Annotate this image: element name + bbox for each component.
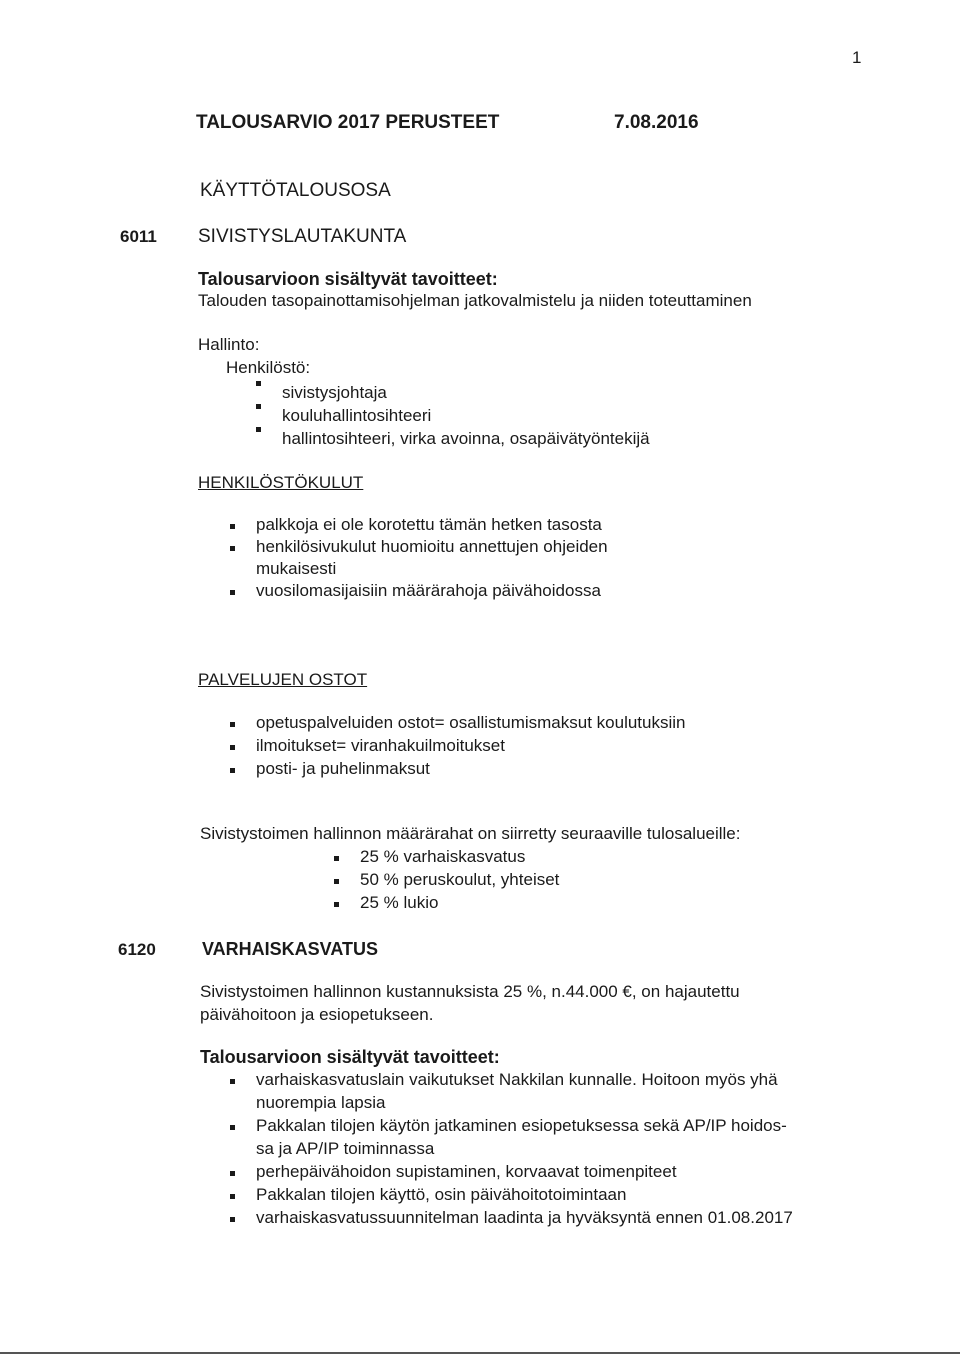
goals-text-6011: Talouden tasopainottamisohjelman jatkovalmistelu ja niiden toteuttaminen xyxy=(198,291,752,310)
bullet-icon xyxy=(230,524,235,529)
bullet-icon xyxy=(230,722,235,727)
henkilosto-label: Henkilöstö: xyxy=(226,358,311,377)
goals-label-6011: Talousarvioon sisältyvät tavoitteet: xyxy=(198,269,498,289)
services-heading: PALVELUJEN OSTOT xyxy=(198,670,368,689)
bullet-icon xyxy=(230,745,235,750)
bullet-icon xyxy=(230,590,235,595)
list-item-text: varhaiskasvatuslain vaikutukset Nakkilan kunnalle. Hoitoon myös yhä xyxy=(256,1070,778,1089)
bullet-icon xyxy=(230,546,235,551)
bullet-icon xyxy=(334,856,339,861)
unit-name-6011: SIVISTYSLAUTAKUNTA xyxy=(198,226,407,247)
list-item xyxy=(230,537,730,559)
bullet-icon xyxy=(230,768,235,773)
bullet-icon xyxy=(334,902,339,907)
bullet-icon xyxy=(230,1217,235,1222)
list-item-continuation xyxy=(230,1093,890,1116)
list-item-continuation xyxy=(230,559,730,581)
list-item-text: mukaisesti xyxy=(256,559,337,578)
services-list xyxy=(230,713,790,782)
list-item-text: ilmoitukset= viranhakuilmoitukset xyxy=(256,736,505,755)
list-item xyxy=(230,713,790,736)
page-number: 1 xyxy=(852,48,862,67)
list-item-text: henkilösivukulut huomioitu annettujen ohjeiden xyxy=(256,537,608,556)
cost-text-line1: Sivistystoimen hallinnon kustannuksista 25 %, n.44.000 €, on hajautettu xyxy=(200,982,740,1001)
hallinto-label: Hallinto: xyxy=(198,335,260,354)
list-item-text: nuorempia lapsia xyxy=(256,1093,386,1112)
bullet-icon xyxy=(230,1125,235,1130)
bullet-icon xyxy=(230,1079,235,1084)
list-item: kouluhallintosihteeri xyxy=(254,404,650,427)
section-title: KÄYTTÖTALOUSOSA xyxy=(200,180,391,201)
bullet-icon xyxy=(230,1171,235,1176)
personnel-costs-list xyxy=(230,515,730,603)
list-item xyxy=(230,1208,890,1231)
list-item-text: palkkoja ei ole korotettu tämän hetken tasosta xyxy=(256,515,602,534)
list-item xyxy=(230,736,790,759)
list-item-text: 50 % peruskoulut, yhteiset xyxy=(360,870,560,889)
list-item: hallintosihteeri, virka avoinna, osapäivätyöntekijä xyxy=(254,427,650,450)
transfer-list xyxy=(334,847,734,916)
list-item xyxy=(230,1070,890,1093)
list-item-text: varhaiskasvatussuunnitelman laadinta ja hyväksyntä ennen 01.08.2017 xyxy=(256,1208,793,1227)
list-item-text: 25 % varhaiskasvatus xyxy=(360,847,526,866)
list-item-continuation xyxy=(230,1139,890,1162)
unit-code-6011: 6011 xyxy=(120,227,157,246)
goals-list-6120 xyxy=(230,1070,890,1231)
list-item xyxy=(230,1185,890,1208)
list-item xyxy=(334,847,734,870)
bullet-icon xyxy=(230,1194,235,1199)
staff-list xyxy=(254,381,650,450)
unit-code-6120: 6120 xyxy=(118,940,156,959)
unit-name-6120: VARHAISKASVATUS xyxy=(202,939,379,959)
list-item-text: Pakkalan tilojen käytön jatkaminen esiopetuksessa sekä AP/IP hoidos- xyxy=(256,1116,787,1135)
list-item xyxy=(334,870,734,893)
list-item-text: opetuspalveluiden ostot= osallistumismaksut koulutuksiin xyxy=(256,713,686,732)
list-item-text: vuosilomasijaisiin määrärahoja päivähoidossa xyxy=(256,581,601,600)
cost-text-line2: päivähoitoon ja esiopetukseen. xyxy=(200,1005,434,1024)
list-item xyxy=(334,893,734,916)
document-title: TALOUSARVIO 2017 PERUSTEET xyxy=(196,112,500,133)
list-item xyxy=(230,1116,890,1139)
list-item xyxy=(230,759,790,782)
personnel-costs-heading: HENKILÖSTÖKULUT xyxy=(198,473,364,492)
list-item-text: posti- ja puhelinmaksut xyxy=(256,759,430,778)
list-item-text: 25 % lukio xyxy=(360,893,439,912)
list-item xyxy=(230,515,730,537)
goals-label-6120: Talousarvioon sisältyvät tavoitteet: xyxy=(200,1047,500,1067)
list-item xyxy=(230,581,730,603)
document-date: 7.08.2016 xyxy=(614,112,699,133)
list-item: sivistysjohtaja xyxy=(254,381,650,404)
bullet-icon xyxy=(334,879,339,884)
scan-edge-line xyxy=(0,1352,960,1354)
list-item-text: sa ja AP/IP toiminnassa xyxy=(256,1139,435,1158)
list-item xyxy=(230,1162,890,1185)
list-item-text: perhepäivähoidon supistaminen, korvaavat toimenpiteet xyxy=(256,1162,677,1181)
transfer-text: Sivistystoimen hallinnon määrärahat on siirretty seuraaville tulosalueille: xyxy=(200,824,741,843)
list-item-text: Pakkalan tilojen käyttö, osin päivähoitotoimintaan xyxy=(256,1185,627,1204)
